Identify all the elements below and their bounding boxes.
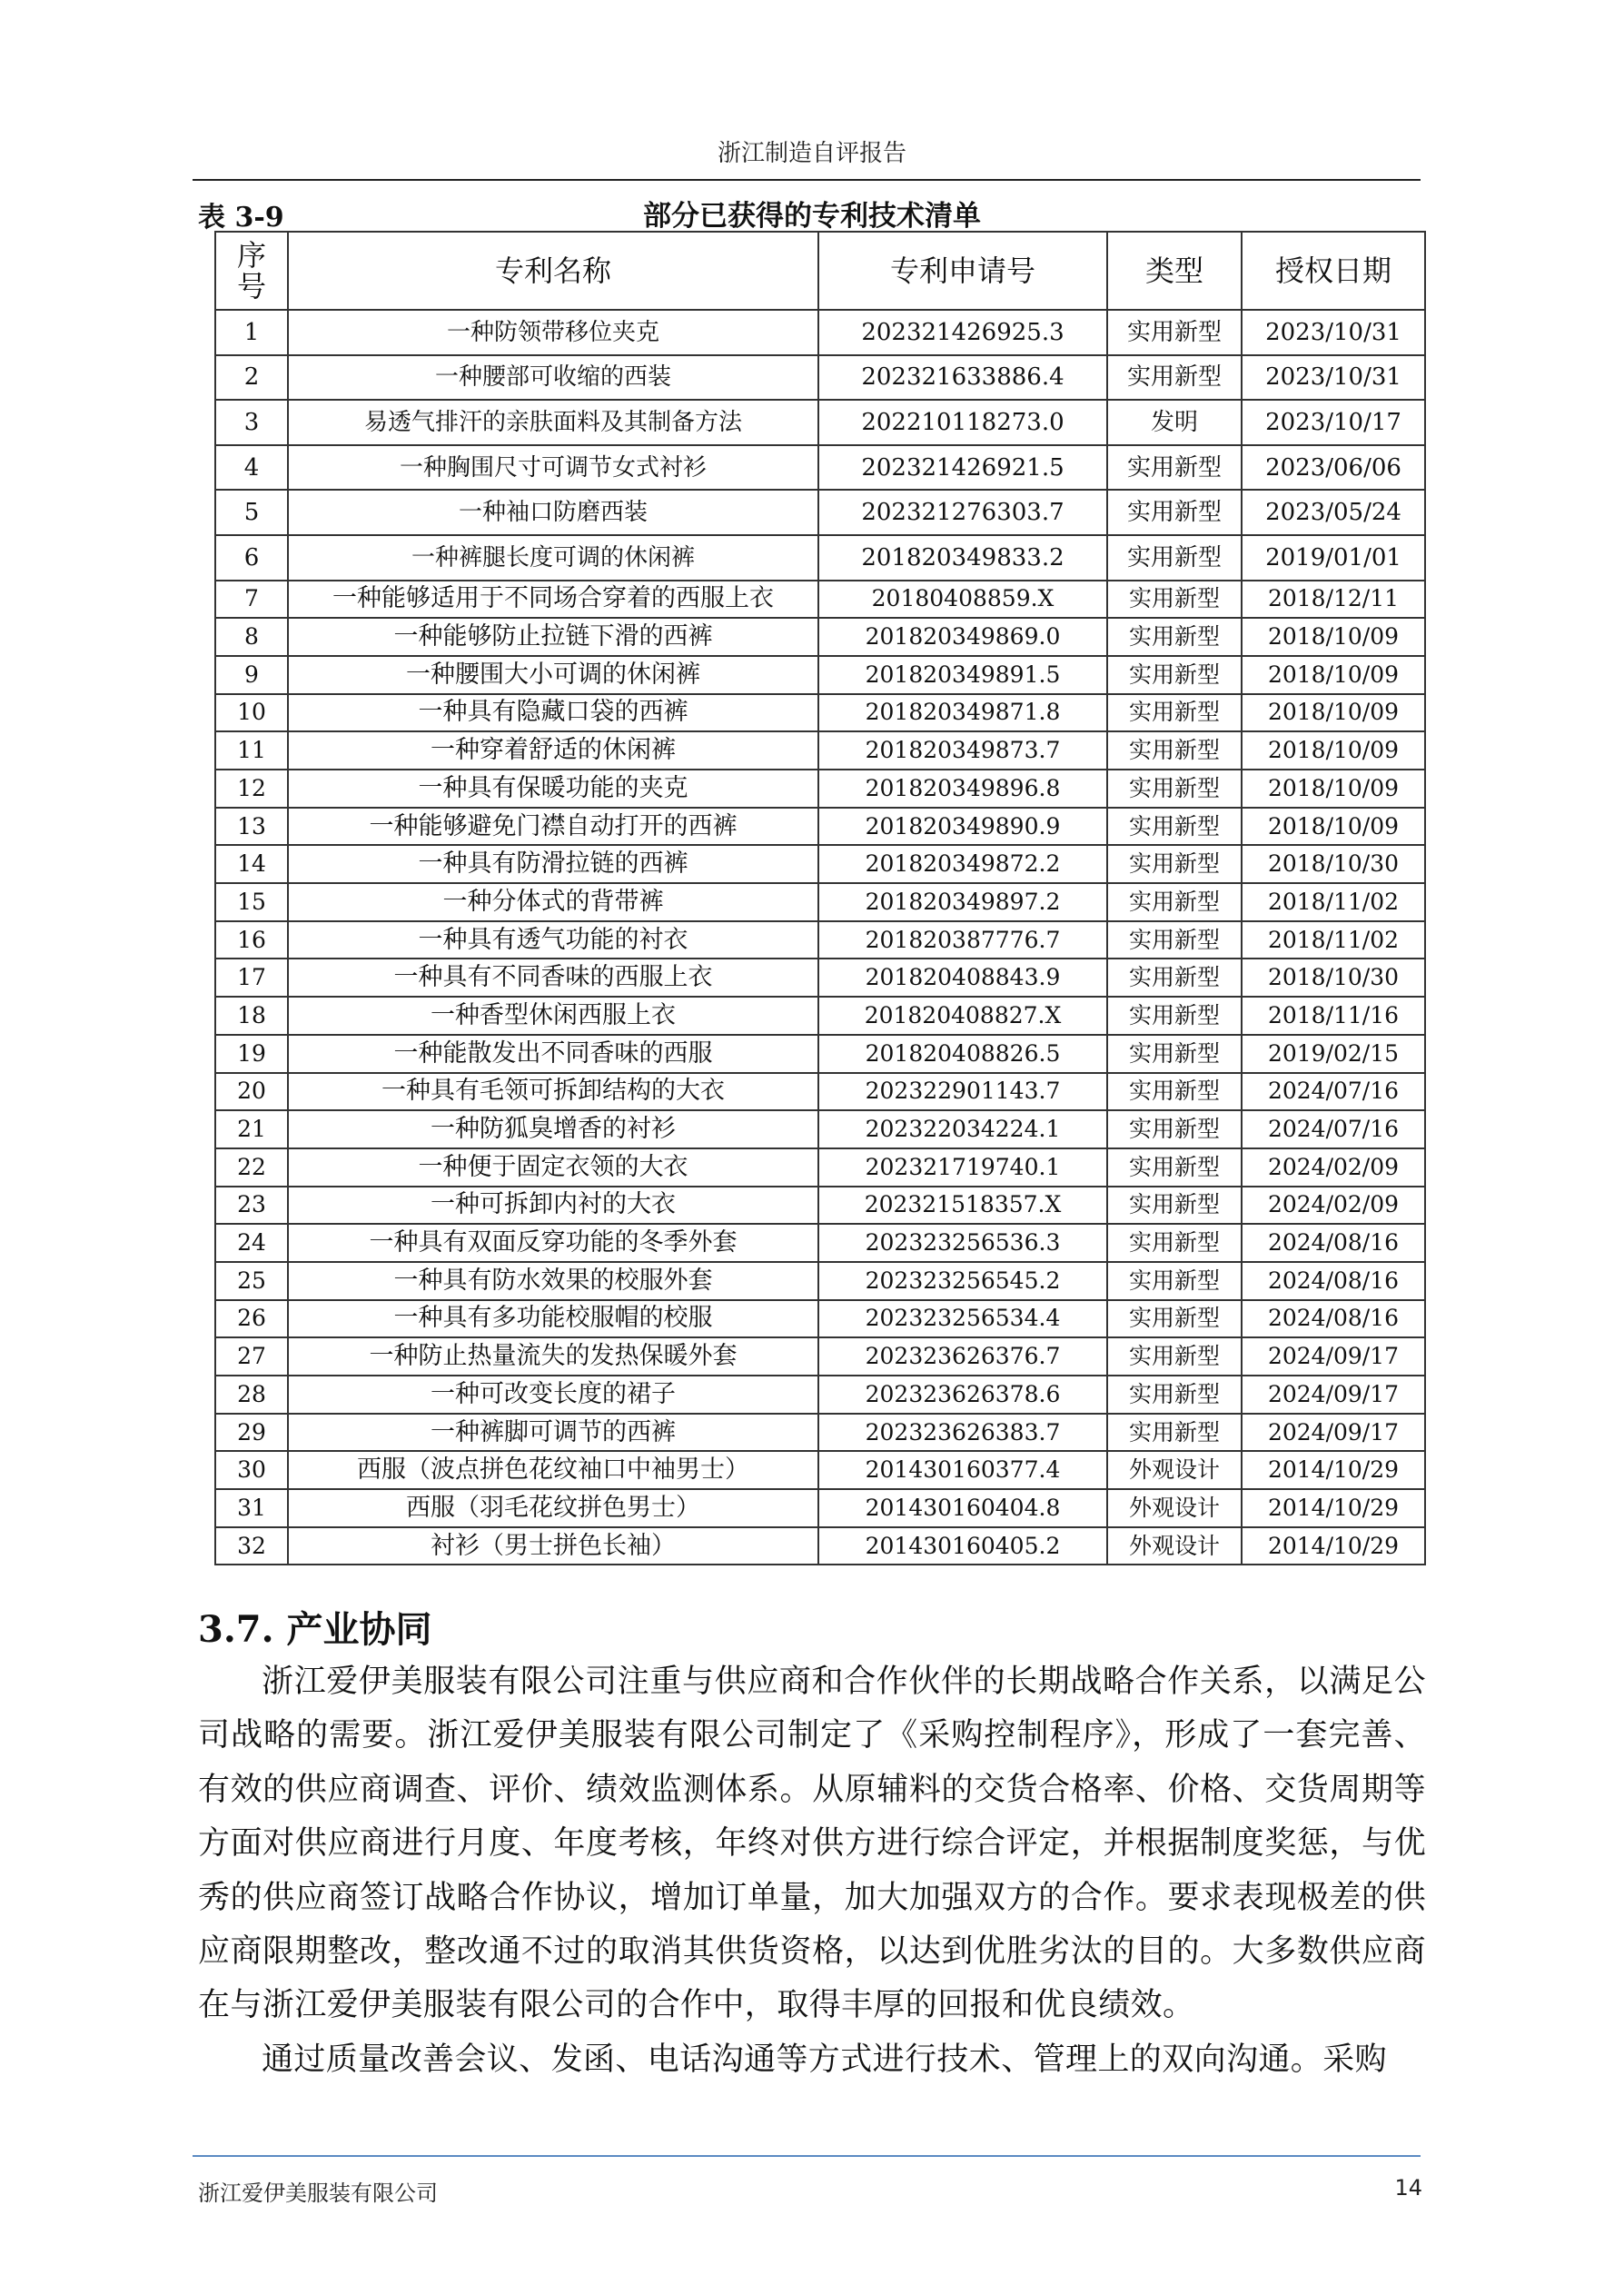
table-row — [215, 1262, 1425, 1300]
patent-type-cell: 实用新型 — [1107, 1376, 1242, 1414]
table-row — [215, 1110, 1425, 1148]
application-number-cell: 201820387776.7 — [818, 921, 1107, 959]
row-index-cell: 24 — [215, 1224, 288, 1262]
application-number-cell: 202323256536.3 — [818, 1224, 1107, 1262]
patent-type-cell: 实用新型 — [1107, 355, 1242, 401]
application-number-cell: 202322901143.7 — [818, 1073, 1107, 1111]
grant-date-cell: 2024/02/09 — [1242, 1148, 1425, 1187]
patent-name-cell: 一种能够防止拉链下滑的西裤 — [288, 618, 818, 656]
grant-date-cell: 2023/10/31 — [1242, 310, 1425, 355]
application-number-cell: 202323256534.4 — [818, 1300, 1107, 1338]
patent-type-cell: 实用新型 — [1107, 1073, 1242, 1111]
table-row — [215, 355, 1425, 401]
patent-type-cell: 实用新型 — [1107, 581, 1242, 619]
table-caption-number: 表 3-9 — [198, 202, 284, 233]
table-row — [215, 445, 1425, 491]
row-index-cell: 21 — [215, 1110, 288, 1148]
patent-type-cell: 实用新型 — [1107, 770, 1242, 808]
table-row — [215, 921, 1425, 959]
table-row — [215, 618, 1425, 656]
table-row — [215, 310, 1425, 355]
table-row — [215, 883, 1425, 921]
application-number-cell: 202321426925.3 — [818, 310, 1107, 355]
row-index-cell: 1 — [215, 310, 288, 355]
row-index-cell: 22 — [215, 1148, 288, 1187]
table-row — [215, 400, 1425, 445]
section-heading: 3.7. 产业协同 — [198, 1608, 432, 1651]
grant-date-cell: 2014/10/29 — [1242, 1527, 1425, 1565]
patent-type-cell: 实用新型 — [1107, 845, 1242, 883]
table-row — [215, 1073, 1425, 1111]
patent-type-cell: 外观设计 — [1107, 1451, 1242, 1489]
application-number-cell: 202323256545.2 — [818, 1262, 1107, 1300]
table-row — [215, 1224, 1425, 1262]
patent-name-cell: 一种香型休闲西服上衣 — [288, 997, 818, 1035]
application-number-cell: 201820349891.5 — [818, 656, 1107, 694]
patent-type-cell: 实用新型 — [1107, 1187, 1242, 1225]
grant-date-cell: 2023/10/17 — [1242, 400, 1425, 445]
patent-name-cell: 一种具有防水效果的校服外套 — [288, 1262, 818, 1300]
row-index-cell: 27 — [215, 1337, 288, 1376]
patent-type-cell: 实用新型 — [1107, 1148, 1242, 1187]
table-row — [215, 770, 1425, 808]
patent-name-cell: 一种防狐臭增香的衬衫 — [288, 1110, 818, 1148]
application-number-cell: 202323626376.7 — [818, 1337, 1107, 1376]
patent-name-cell: 一种分体式的背带裤 — [288, 883, 818, 921]
column-header-application-number: 专利申请号 — [818, 232, 1107, 310]
application-number-cell: 201820349869.0 — [818, 618, 1107, 656]
application-number-cell: 201820408827.X — [818, 997, 1107, 1035]
patent-type-cell: 实用新型 — [1107, 618, 1242, 656]
patent-name-cell: 一种袖口防磨西装 — [288, 490, 818, 535]
patent-name-cell: 一种具有隐藏口袋的西裤 — [288, 694, 818, 732]
application-number-cell: 202321719740.1 — [818, 1148, 1107, 1187]
application-number-cell: 201430160377.4 — [818, 1451, 1107, 1489]
column-header-index: 序 号 — [215, 232, 288, 310]
application-number-cell: 202322034224.1 — [818, 1110, 1107, 1148]
patent-type-cell: 实用新型 — [1107, 731, 1242, 770]
grant-date-cell: 2024/09/17 — [1242, 1337, 1425, 1376]
page-number: 14 — [1394, 2175, 1422, 2201]
patent-type-cell: 实用新型 — [1107, 656, 1242, 694]
table-header-row — [215, 232, 1425, 310]
grant-date-cell: 2014/10/29 — [1242, 1489, 1425, 1527]
application-number-cell: 201820349890.9 — [818, 808, 1107, 846]
column-header-grant-date: 授权日期 — [1242, 232, 1425, 310]
row-index-cell: 7 — [215, 581, 288, 619]
grant-date-cell: 2018/10/09 — [1242, 694, 1425, 732]
body-paragraph: 通过质量改善会议、发函、电话沟通等方式进行技术、管理上的双向沟通。采购 — [262, 2041, 1388, 2078]
row-index-cell: 17 — [215, 959, 288, 997]
table-row — [215, 731, 1425, 770]
grant-date-cell: 2024/09/17 — [1242, 1376, 1425, 1414]
grant-date-cell: 2018/11/02 — [1242, 921, 1425, 959]
patent-name-cell: 一种防领带移位夹克 — [288, 310, 818, 355]
row-index-cell: 32 — [215, 1527, 288, 1565]
patent-name-cell: 一种具有保暖功能的夹克 — [288, 770, 818, 808]
table-row — [215, 1337, 1425, 1376]
row-index-cell: 30 — [215, 1451, 288, 1489]
grant-date-cell: 2023/05/24 — [1242, 490, 1425, 535]
table-row — [215, 997, 1425, 1035]
row-index-cell: 11 — [215, 731, 288, 770]
patent-type-cell: 发明 — [1107, 400, 1242, 445]
page-header-title: 浙江制造自评报告 — [717, 140, 906, 167]
grant-date-cell: 2018/10/30 — [1242, 959, 1425, 997]
row-index-cell: 5 — [215, 490, 288, 535]
patent-name-cell: 一种能够避免门襟自动打开的西裤 — [288, 808, 818, 846]
grant-date-cell: 2018/10/09 — [1242, 770, 1425, 808]
patent-name-cell: 一种具有不同香味的西服上衣 — [288, 959, 818, 997]
patent-type-cell: 实用新型 — [1107, 959, 1242, 997]
grant-date-cell: 2018/11/02 — [1242, 883, 1425, 921]
patent-type-cell: 实用新型 — [1107, 883, 1242, 921]
patent-name-cell: 西服（羽毛花纹拼色男士） — [288, 1489, 818, 1527]
patent-type-cell: 实用新型 — [1107, 694, 1242, 732]
application-number-cell: 202210118273.0 — [818, 400, 1107, 445]
patent-name-cell: 易透气排汗的亲肤面料及其制备方法 — [288, 400, 818, 445]
grant-date-cell: 2024/02/09 — [1242, 1187, 1425, 1225]
row-index-cell: 28 — [215, 1376, 288, 1414]
row-index-cell: 9 — [215, 656, 288, 694]
patent-name-cell: 一种具有多功能校服帽的校服 — [288, 1300, 818, 1338]
patent-type-cell: 实用新型 — [1107, 997, 1242, 1035]
patent-name-cell: 一种具有防滑拉链的西裤 — [288, 845, 818, 883]
application-number-cell: 202323626378.6 — [818, 1376, 1107, 1414]
header-divider — [193, 179, 1421, 181]
table-row — [215, 1527, 1425, 1565]
patent-type-cell: 实用新型 — [1107, 445, 1242, 491]
patent-type-cell: 实用新型 — [1107, 310, 1242, 355]
footer-divider — [193, 2155, 1421, 2157]
patent-name-cell: 一种便于固定衣领的大衣 — [288, 1148, 818, 1187]
body-paragraph: 浙江爱伊美服装有限公司注重与供应商和合作伙伴的长期战略合作关系，以满足公司战略的需要。浙江爱伊美服装有限公司制定了《采购控制程序》，形成了一套完善、有效的供应商调查、评价、绩效监测体系。从原辅料的交货合格率、价格、交货周期等方面对供应商进行月度、年度考核，年终对供方进行综合评定，并根据制度奖惩，与优秀的供应商签订战略合作协议，增加订单量，加大加强双方的合作。要求表现极差的供应商限期整改，整改通不过的取消其供货资格，以达到优胜劣汰的目的。大多数供应商在与浙江爱伊美服装有限公司的合作中，取得丰厚的回报和优良绩效。 — [198, 1664, 1426, 2024]
row-index-cell: 15 — [215, 883, 288, 921]
table-row — [215, 1376, 1425, 1414]
row-index-cell: 4 — [215, 445, 288, 491]
patent-name-cell: 一种腰围大小可调的休闲裤 — [288, 656, 818, 694]
patent-name-cell: 一种能够适用于不同场合穿着的西服上衣 — [288, 581, 818, 619]
patent-name-cell: 一种具有透气功能的衬衣 — [288, 921, 818, 959]
grant-date-cell: 2014/10/29 — [1242, 1451, 1425, 1489]
application-number-cell: 201820349833.2 — [818, 535, 1107, 581]
patent-type-cell: 实用新型 — [1107, 490, 1242, 535]
patent-type-cell: 实用新型 — [1107, 1414, 1242, 1452]
patent-name-cell: 一种裤脚可调节的西裤 — [288, 1414, 818, 1452]
application-number-cell: 201820349872.2 — [818, 845, 1107, 883]
table-row — [215, 694, 1425, 732]
grant-date-cell: 2024/08/16 — [1242, 1300, 1425, 1338]
grant-date-cell: 2023/10/31 — [1242, 355, 1425, 401]
grant-date-cell: 2024/09/17 — [1242, 1414, 1425, 1452]
patent-type-cell: 实用新型 — [1107, 1300, 1242, 1338]
row-index-cell: 8 — [215, 618, 288, 656]
row-index-cell: 16 — [215, 921, 288, 959]
footer-company-name: 浙江爱伊美服装有限公司 — [198, 2181, 438, 2206]
row-index-cell: 19 — [215, 1035, 288, 1073]
application-number-cell: 201430160405.2 — [818, 1527, 1107, 1565]
patent-type-cell: 外观设计 — [1107, 1489, 1242, 1527]
patent-name-cell: 衬衫（男士拼色长袖） — [288, 1527, 818, 1565]
application-number-cell: 201430160404.8 — [818, 1489, 1107, 1527]
table-row — [215, 845, 1425, 883]
row-index-cell: 3 — [215, 400, 288, 445]
table-caption-title: 部分已获得的专利技术清单 — [643, 200, 981, 233]
patent-name-cell: 一种具有毛领可拆卸结构的大衣 — [288, 1073, 818, 1111]
table-row — [215, 490, 1425, 535]
grant-date-cell: 2018/10/09 — [1242, 618, 1425, 656]
grant-date-cell: 2018/11/16 — [1242, 997, 1425, 1035]
row-index-cell: 25 — [215, 1262, 288, 1300]
table-row — [215, 1035, 1425, 1073]
table-row — [215, 535, 1425, 581]
row-index-cell: 29 — [215, 1414, 288, 1452]
table-row — [215, 1187, 1425, 1225]
patent-name-cell: 一种可拆卸内衬的大衣 — [288, 1187, 818, 1225]
patent-type-cell: 实用新型 — [1107, 808, 1242, 846]
row-index-cell: 6 — [215, 535, 288, 581]
application-number-cell: 202323626383.7 — [818, 1414, 1107, 1452]
table-row — [215, 656, 1425, 694]
application-number-cell: 202321276303.7 — [818, 490, 1107, 535]
application-number-cell: 201820349871.8 — [818, 694, 1107, 732]
application-number-cell: 201820349873.7 — [818, 731, 1107, 770]
table-row — [215, 808, 1425, 846]
patent-name-cell: 一种穿着舒适的休闲裤 — [288, 731, 818, 770]
row-index-cell: 13 — [215, 808, 288, 846]
table-row — [215, 581, 1425, 619]
application-number-cell: 20180408859.X — [818, 581, 1107, 619]
grant-date-cell: 2024/08/16 — [1242, 1262, 1425, 1300]
patent-name-cell: 一种具有双面反穿功能的冬季外套 — [288, 1224, 818, 1262]
grant-date-cell: 2018/10/30 — [1242, 845, 1425, 883]
grant-date-cell: 2018/12/11 — [1242, 581, 1425, 619]
table-row — [215, 959, 1425, 997]
table-row — [215, 1451, 1425, 1489]
patent-name-cell: 西服（波点拼色花纹袖口中袖男士） — [288, 1451, 818, 1489]
application-number-cell: 202321633886.4 — [818, 355, 1107, 401]
row-index-cell: 23 — [215, 1187, 288, 1225]
patent-type-cell: 外观设计 — [1107, 1527, 1242, 1565]
grant-date-cell: 2024/07/16 — [1242, 1073, 1425, 1111]
column-header-type: 类型 — [1107, 232, 1242, 310]
patent-type-cell: 实用新型 — [1107, 1224, 1242, 1262]
application-number-cell: 201820349897.2 — [818, 883, 1107, 921]
patent-type-cell: 实用新型 — [1107, 921, 1242, 959]
row-index-cell: 10 — [215, 694, 288, 732]
patent-name-cell: 一种腰部可收缩的西装 — [288, 355, 818, 401]
grant-date-cell: 2018/10/09 — [1242, 656, 1425, 694]
patent-type-cell: 实用新型 — [1107, 1035, 1242, 1073]
patent-name-cell: 一种胸围尺寸可调节女式衬衫 — [288, 445, 818, 491]
patent-type-cell: 实用新型 — [1107, 1337, 1242, 1376]
patent-name-cell: 一种可改变长度的裙子 — [288, 1376, 818, 1414]
patent-name-cell: 一种裤腿长度可调的休闲裤 — [288, 535, 818, 581]
application-number-cell: 202321518357.X — [818, 1187, 1107, 1225]
grant-date-cell: 2018/10/09 — [1242, 808, 1425, 846]
table-row — [215, 1300, 1425, 1338]
grant-date-cell: 2019/01/01 — [1242, 535, 1425, 581]
row-index-cell: 12 — [215, 770, 288, 808]
grant-date-cell: 2024/07/16 — [1242, 1110, 1425, 1148]
patent-type-cell: 实用新型 — [1107, 1110, 1242, 1148]
application-number-cell: 201820349896.8 — [818, 770, 1107, 808]
table-row — [215, 1489, 1425, 1527]
patent-name-cell: 一种防止热量流失的发热保暖外套 — [288, 1337, 818, 1376]
patent-type-cell: 实用新型 — [1107, 535, 1242, 581]
row-index-cell: 20 — [215, 1073, 288, 1111]
table-row — [215, 1414, 1425, 1452]
application-number-cell: 201820408843.9 — [818, 959, 1107, 997]
patent-table — [214, 231, 1426, 1565]
application-number-cell: 201820408826.5 — [818, 1035, 1107, 1073]
grant-date-cell: 2023/06/06 — [1242, 445, 1425, 491]
grant-date-cell: 2019/02/15 — [1242, 1035, 1425, 1073]
row-index-cell: 31 — [215, 1489, 288, 1527]
grant-date-cell: 2018/10/09 — [1242, 731, 1425, 770]
row-index-cell: 2 — [215, 355, 288, 401]
patent-name-cell: 一种能散发出不同香味的西服 — [288, 1035, 818, 1073]
application-number-cell: 202321426921.5 — [818, 445, 1107, 491]
row-index-cell: 14 — [215, 845, 288, 883]
patent-type-cell: 实用新型 — [1107, 1262, 1242, 1300]
row-index-cell: 18 — [215, 997, 288, 1035]
column-header-name: 专利名称 — [288, 232, 818, 310]
grant-date-cell: 2024/08/16 — [1242, 1224, 1425, 1262]
table-row — [215, 1148, 1425, 1187]
row-index-cell: 26 — [215, 1300, 288, 1338]
section-body — [198, 1655, 1426, 2087]
